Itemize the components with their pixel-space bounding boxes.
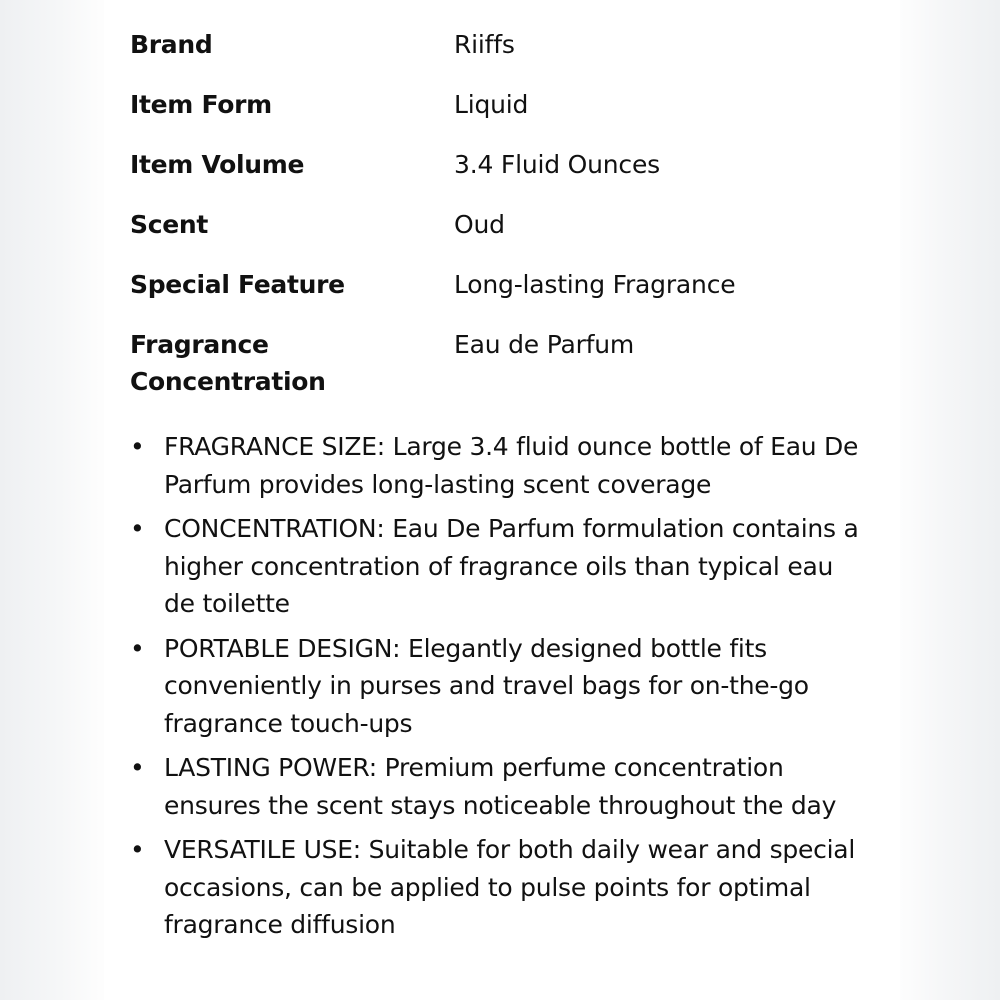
bullet-text: FRAGRANCE SIZE: Large 3.4 fluid ounce bottle of Eau De Parfum provides long-lasting scent coverage [164,432,859,499]
spec-key: Item Volume [130,150,305,179]
spec-value: 3.4 Fluid Ounces [454,150,660,179]
spec-key: Special Feature [130,270,345,299]
list-item [130,749,890,824]
bullet-text: VERSATILE USE: Suitable for both daily wear and special occasions, can be applied to pulse points for optimal fragrance diffusion [164,835,856,939]
bullet-icon: • [130,753,145,782]
list-item [130,630,890,743]
spec-value: Riiffs [454,30,515,59]
spec-value: Long-lasting Fragrance [454,270,736,299]
product-specs-table [130,26,890,423]
spec-row-brand [130,26,890,63]
spec-value: Liquid [454,90,529,119]
spec-row-scent [130,206,890,243]
spec-key: Brand [130,30,213,59]
bullet-icon: • [130,835,145,864]
spec-row-item-form [130,86,890,123]
spec-key: Item Form [130,90,272,119]
spec-value: Eau de Parfum [454,330,635,359]
bullet-icon: • [130,432,145,461]
bullet-text: LASTING POWER: Premium perfume concentration ensures the scent stays noticeable throughout the day [164,753,837,820]
spec-key: Scent [130,210,209,239]
feature-bullet-list [130,428,890,951]
list-item [130,831,890,944]
spec-value: Oud [454,210,505,239]
list-item [130,428,890,503]
bullet-text: CONCENTRATION: Eau De Parfum formulation contains a higher concentration of fragrance oils than typical eau de toilette [164,514,859,618]
list-item [130,510,890,623]
spec-row-fragrance-concentration [130,326,890,400]
bullet-text: PORTABLE DESIGN: Elegantly designed bottle fits conveniently in purses and travel bags for on-the-go fragrance touch-ups [164,633,809,738]
spec-row-special-feature [130,266,890,303]
spec-key: Fragrance Concentration [130,330,326,396]
spec-row-item-volume [130,146,890,183]
bullet-icon: • [130,633,145,663]
bullet-icon: • [130,514,145,543]
